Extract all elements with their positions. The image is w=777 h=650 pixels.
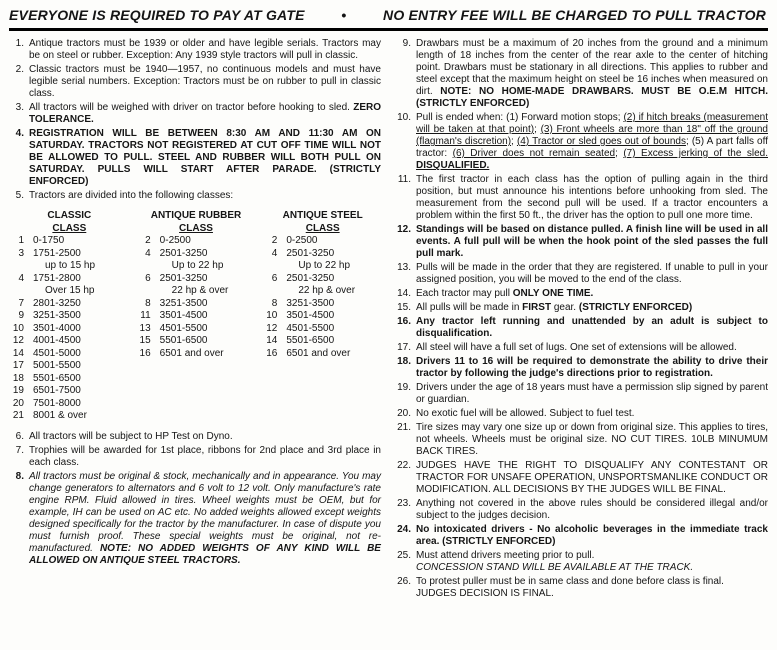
rule-segment: All pulls will be made in [416, 302, 523, 313]
rule-number: 12. [397, 224, 411, 235]
rule-segment: Drivers under the age of 18 years must have a permission slip signed by parent or guardian. [416, 382, 768, 405]
rule-item [9, 431, 381, 443]
class-number: 2 [145, 235, 151, 246]
rule-segment: (2) if hitch breaks (measurement will be taken at that point) [416, 112, 768, 135]
class-table-row [264, 235, 381, 248]
rule-segment: JUDGES DECISION IS FINAL. [416, 588, 554, 599]
rule-text [416, 408, 768, 420]
class-table-row [11, 248, 128, 261]
rule-segment: NOTE: NO HOME-MADE DRAWBARS. MUST BE O.E.M HITCH. (STRICTLY ENFORCED) [416, 86, 768, 109]
class-number: 16 [266, 347, 278, 359]
rule-number: 6. [15, 430, 24, 442]
class-column-subtitle: CLASS [305, 222, 340, 234]
class-row-note: Up to 22 hp [171, 260, 224, 271]
rule-item [396, 408, 768, 420]
rule-segment: Drawbars must be a maximum of 20 inches from the ground and a minimum length of 18 inches from the center of the rear axle to the center of hitching point. Drawbars must be stationary in all directions. This applies to rubber and steel except that the maximum height on steel be 16 inches when measured on dirt. [416, 38, 768, 97]
rule-text [416, 342, 768, 354]
rule-segment: All tractors will be subject to HP Test on Dyno. [29, 430, 233, 442]
rule-text [416, 224, 768, 260]
rule-text [416, 262, 768, 286]
class-table-row [11, 410, 128, 423]
rule-item [396, 460, 768, 496]
rule-item [396, 342, 768, 354]
rule-segment: (6) Driver does not remain seated [452, 148, 616, 159]
classic-class-column [11, 210, 128, 423]
class-number: 13 [139, 322, 151, 334]
rule-item [9, 445, 381, 469]
rule-text [416, 288, 768, 300]
class-weight-range: 0-2500 [159, 235, 191, 246]
rule-text [29, 471, 381, 567]
rule-number: 5. [15, 190, 24, 201]
class-number: 8 [271, 297, 278, 309]
rule-number: 23. [397, 498, 411, 509]
rule-segment: No intoxicated drivers - No alcoholic beverages in the immediate track area. [416, 524, 768, 547]
class-number: 10 [266, 310, 278, 321]
rule-item [396, 356, 768, 380]
rule-segment: CONCESSION STAND WILL BE AVAILABLE AT THE TRACK. [416, 562, 694, 573]
rule-segment: All tractors must be original & stock, mechanically and in appearance. You may change generators to alternators and 6 volt to 12 volt. Only manufacture's rate engine RPM. Fluid allowed in tires. Wheel weights must be OEM, but for example, IH can be used on AC etc. No added weights allowed except weights designed specifically for the tractor by the manufacturer. In case of dispute you must furnish proof. These special weights must be original, not re-manufactured. [29, 470, 381, 554]
rule-item [396, 224, 768, 260]
class-weight-range: 3501-4500 [286, 310, 335, 321]
class-weight-range: 4001-4500 [33, 335, 81, 346]
rule-segment: (7) Excess jerking of the sled. [623, 148, 768, 159]
class-column-title: ANTIQUE STEEL [282, 210, 363, 221]
two-column-layout [9, 38, 768, 602]
rule-number: 16. [397, 316, 411, 327]
rule-segment: Pulls will be made in the order that they are registered. If unable to pull in your assigned position, you will be moved to the end of the class. [416, 262, 768, 285]
rule-text [416, 524, 768, 548]
rules-list-9-26 [396, 38, 768, 600]
rule-item [396, 422, 768, 458]
rule-segment: To protest puller must be in same class and done before class is final. [416, 576, 724, 587]
class-table-row [11, 323, 128, 336]
rule-item [396, 316, 768, 340]
class-table-row [264, 310, 381, 323]
class-weight-range: 1751-2800 [33, 272, 81, 284]
class-table-row [11, 360, 128, 373]
class-table-row [11, 348, 128, 361]
class-weight-range: 1751-2500 [33, 247, 81, 259]
class-weight-range: 2501-3250 [286, 272, 335, 284]
rule-text [416, 112, 768, 172]
rule-text [29, 128, 381, 188]
rule-item [396, 288, 768, 300]
rule-segment: FIRST [522, 302, 552, 313]
class-weight-range: 5001-5500 [33, 360, 81, 371]
class-column-title: CLASSIC [47, 210, 92, 221]
rule-item [396, 498, 768, 522]
rule-item [396, 262, 768, 286]
rule-segment: Antique tractors must be 1939 or older and have legible serials. Tractors may be on steel or rubber. Exception: Any 1939 style tractors will pull in classic. [29, 38, 381, 61]
class-number: 20 [12, 397, 24, 409]
rule-number: 15. [397, 302, 411, 313]
class-number: 7 [18, 297, 24, 309]
class-table-row [138, 310, 255, 323]
class-column-title: ANTIQUE RUBBER [150, 210, 242, 221]
class-table-row [138, 348, 255, 361]
rules-list-1-5 [9, 38, 381, 202]
header-bullet: • [341, 7, 347, 23]
class-number: 10 [12, 322, 24, 334]
rule-text [416, 550, 768, 574]
class-weight-range: 6501 and over [286, 347, 351, 359]
rule-number: 20. [397, 408, 411, 419]
rule-segment: Must attend drivers meeting prior to pull. [416, 550, 595, 561]
class-number: 3 [18, 247, 24, 259]
rule-segment: (4) Tractor or sled goes out of bounds [516, 136, 686, 147]
rule-text [416, 356, 768, 380]
rule-item [396, 174, 768, 222]
class-number: 19 [12, 385, 24, 396]
classes-table [9, 210, 381, 423]
rule-item [9, 64, 381, 100]
header-left-text: EVERYONE IS REQUIRED TO PAY AT GATE [9, 7, 305, 23]
rule-segment: NOTE: NO ADDED WEIGHTS OF ANY KIND WILL BE ALLOWED ON ANTIQUE STEEL TRACTORS. [29, 542, 381, 566]
rule-item [9, 38, 381, 62]
class-row-note: up to 15 hp [45, 260, 96, 271]
class-number: 4 [18, 272, 24, 284]
rule-segment: ; [615, 148, 624, 159]
rule-text [29, 38, 381, 62]
class-table-row [264, 248, 381, 261]
rule-number: 8. [15, 470, 24, 482]
class-number: 15 [139, 335, 151, 346]
class-number: 18 [12, 372, 24, 384]
rule-item [9, 471, 381, 567]
class-number: 6 [145, 272, 151, 284]
rule-number: 24. [397, 524, 411, 535]
class-weight-range: 5501-6500 [159, 335, 208, 346]
class-weight-range: 8001 & over [33, 410, 87, 421]
rule-text [416, 174, 768, 222]
right-column [396, 38, 768, 602]
rule-segment: The first tractor in each class has the option of pulling again in the third position, but must announce his intentions before unhooking from sled. The measurement from the second pull will be used. If a tractor encounters a problem within the first 50 ft., the driver has the option to pull one more time. [416, 174, 768, 221]
rule-number: 10. [397, 112, 411, 123]
class-weight-range: 2501-3250 [159, 272, 208, 284]
rule-segment: Each tractor may pull [416, 288, 513, 299]
rule-segment: (STRICTLY ENFORCED) [578, 302, 693, 313]
class-weight-range: 0-2500 [286, 235, 318, 246]
rule-number: 1. [15, 38, 24, 49]
class-table-row [11, 385, 128, 398]
rule-segment: JUDGES HAVE THE RIGHT TO DISQUALIFY ANY CONTESTANT OR TRACTOR FOR UNSAFE OPERATION, UNSPORTSMANLIKE CONDUCT OR MODIFICATION. ALL DECISIONS BY THE JUDGES WILL BE FINAL. [416, 460, 768, 495]
rule-item [396, 302, 768, 314]
class-table-row [138, 335, 255, 348]
antique-steel-class-column [264, 210, 381, 423]
class-weight-range: 3251-3500 [33, 310, 81, 321]
class-weight-range: 6501 and over [159, 347, 224, 359]
rule-segment: ZERO TOLERANCE. [29, 102, 381, 125]
rule-text [416, 316, 768, 340]
rule-text [29, 190, 381, 202]
rule-segment: Pull is ended when: (1) Forward motion stops; [416, 112, 624, 123]
class-column-subtitle: CLASS [52, 222, 87, 234]
class-table-row [11, 298, 128, 311]
class-number: 9 [18, 310, 24, 321]
rule-text [416, 460, 768, 496]
class-number: 4 [145, 247, 151, 259]
class-table-row [138, 298, 255, 311]
class-number: 14 [12, 347, 24, 359]
class-row-note: Up to 22 hp [298, 260, 351, 271]
rule-number: 14. [397, 288, 411, 299]
class-weight-range: 3251-3500 [286, 297, 335, 309]
rule-segment: ONLY ONE TIME. [512, 288, 594, 299]
class-table-row [264, 273, 381, 286]
rule-text [416, 302, 768, 314]
rule-number: 19. [397, 382, 411, 393]
rule-segment: Anything not covered in the above rules should be considered illegal and/or subject to the judges decision. [416, 498, 768, 521]
class-weight-range: 4501-5000 [33, 347, 81, 359]
class-number: 11 [140, 310, 151, 321]
rule-number: 13. [397, 262, 411, 273]
rule-segment: Tire sizes may vary one size up or down from original size. This applies to tires, not wheels. Wheels must be original size. NO CUT TIRES. 10LB MINUMUM BACK TIRES. [416, 422, 768, 457]
class-number: 21 [12, 410, 24, 421]
class-table-row [138, 248, 255, 261]
rule-segment: Any tractor left running and unattended by an adult is subject to disqualification. [416, 316, 768, 339]
class-weight-range: 6501-7500 [33, 385, 81, 396]
class-table-row [264, 335, 381, 348]
rule-segment: ; (5) A part falls off tractor: [416, 136, 768, 159]
rule-number: 3. [15, 102, 24, 113]
class-number: 2 [271, 235, 278, 246]
rule-item [396, 112, 768, 172]
rule-number: 11. [397, 174, 411, 185]
rule-segment: All tractors will be weighed with driver on tractor before hooking to sled. [29, 102, 354, 113]
class-weight-range: 5501-6500 [286, 335, 335, 346]
class-weight-range: 0-1750 [33, 235, 65, 246]
class-weight-range: 2801-3250 [33, 297, 81, 309]
rule-segment: Tractors are divided into the following classes: [29, 190, 234, 201]
rule-segment: ; [534, 124, 541, 135]
class-table-row [11, 235, 128, 248]
class-number: 8 [145, 297, 151, 309]
class-number: 4 [271, 247, 278, 259]
rule-item [9, 190, 381, 202]
rule-text [29, 102, 381, 126]
rule-text [29, 64, 381, 100]
class-row-note: 22 hp & over [171, 285, 229, 296]
rule-number: 25. [397, 550, 411, 561]
rule-segment: gear. [551, 302, 579, 313]
class-table-row [138, 323, 255, 336]
rule-number: 7. [15, 444, 24, 456]
class-table-row [11, 273, 128, 286]
class-table-row [11, 398, 128, 411]
rule-segment: Trophies will be awarded for 1st place, ribbons for 2nd place and 3rd place in each class. [29, 444, 381, 468]
class-number: 6 [271, 272, 278, 284]
rule-number: 26. [397, 576, 411, 587]
class-weight-range: 2501-3250 [159, 247, 208, 259]
rule-number: 22. [397, 460, 411, 471]
rule-text [29, 445, 381, 469]
rule-segment: No exotic fuel will be allowed. Subject to fuel test. [416, 408, 635, 419]
left-column [9, 38, 381, 602]
class-table-row [264, 298, 381, 311]
rule-item [396, 38, 768, 110]
rule-item [9, 102, 381, 126]
rule-segment: (3) Front wheels are more than 18" off the ground (flagman's discretion) [416, 124, 768, 147]
class-weight-range: 3251-3500 [159, 297, 208, 309]
rule-segment: DISQUALIFIED. [416, 160, 490, 171]
rule-item [9, 128, 381, 188]
class-number: 16 [139, 347, 151, 359]
header-right-text: NO ENTRY FEE WILL BE CHARGED TO PULL TRACTOR [383, 7, 766, 23]
rule-segment: Drivers 11 to 16 will be required to demonstrate the ability to drive their tractor by following the judge's directions prior to registration. [416, 356, 768, 379]
rule-text [416, 422, 768, 458]
class-weight-range: 4501-5500 [159, 322, 208, 334]
rule-number: 17. [397, 342, 411, 353]
class-weight-range: 3501-4500 [159, 310, 208, 321]
class-table-row [138, 235, 255, 248]
rule-text [416, 38, 768, 110]
class-table-row [11, 335, 128, 348]
rule-segment: Classic tractors must be 1940—1957, no continuous models and must have legible serial numbers. Exception: Tractors must be on rubber to pull in classic class. [29, 64, 381, 99]
class-column-subtitle: CLASS [179, 222, 213, 234]
rule-text [416, 382, 768, 406]
rule-text [416, 576, 768, 600]
rule-segment: (STRICTLY ENFORCED) [442, 536, 556, 547]
rule-text [416, 498, 768, 522]
rule-item [396, 576, 768, 600]
class-number: 12 [12, 335, 24, 346]
rule-item [396, 550, 768, 574]
class-table-row [264, 348, 381, 361]
class-number: 12 [266, 322, 278, 334]
class-weight-range: 3501-4000 [33, 322, 81, 334]
class-table-row [138, 273, 255, 286]
class-weight-range: 7501-8000 [33, 397, 81, 409]
rule-segment: ; [511, 136, 517, 147]
rule-segment: REGISTRATION WILL BE BETWEEN 8:30 AM AND 11:30 AM ON SATURDAY. TRACTORS NOT REGISTERED AT CUT OFF TIME WILL NOT BE ALLOWED TO PULL. STEEL AND RUBBER WILL BOTH PULL ON SATURDAY. PULLS WILL START AFTER PARADE. (STRICTLY ENFORCED) [29, 128, 381, 187]
class-row-note: Over 15 hp [45, 285, 95, 296]
class-table-row [11, 373, 128, 386]
class-number: 17 [12, 360, 24, 371]
rule-item [396, 524, 768, 548]
rule-item [396, 382, 768, 406]
antique-rubber-class-column [138, 210, 255, 423]
page-title [9, 5, 768, 31]
class-row-note: 22 hp & over [298, 285, 356, 296]
rule-number: 4. [15, 128, 24, 139]
class-weight-range: 5501-6500 [33, 372, 81, 384]
rules-list-6-8 [9, 431, 381, 567]
class-number: 14 [266, 335, 278, 346]
rule-number: 21. [397, 422, 411, 433]
rule-number: 9. [402, 38, 411, 49]
class-weight-range: 2501-3250 [286, 247, 335, 259]
class-weight-range: 4501-5500 [286, 322, 335, 334]
class-table-row [264, 323, 381, 336]
rule-segment: All steel will have a full set of lugs. One set of extensions will be allowed. [416, 342, 737, 353]
rule-number: 2. [15, 64, 24, 75]
rule-number: 18. [397, 356, 411, 367]
class-number: 1 [18, 235, 24, 246]
class-table-row [11, 310, 128, 323]
rule-segment: Standings will be based on distance pulled. A finish line will be used in all events. A full pull will be when the hook point of the sled passes the full pull mark. [416, 224, 768, 259]
rule-text [29, 431, 381, 443]
